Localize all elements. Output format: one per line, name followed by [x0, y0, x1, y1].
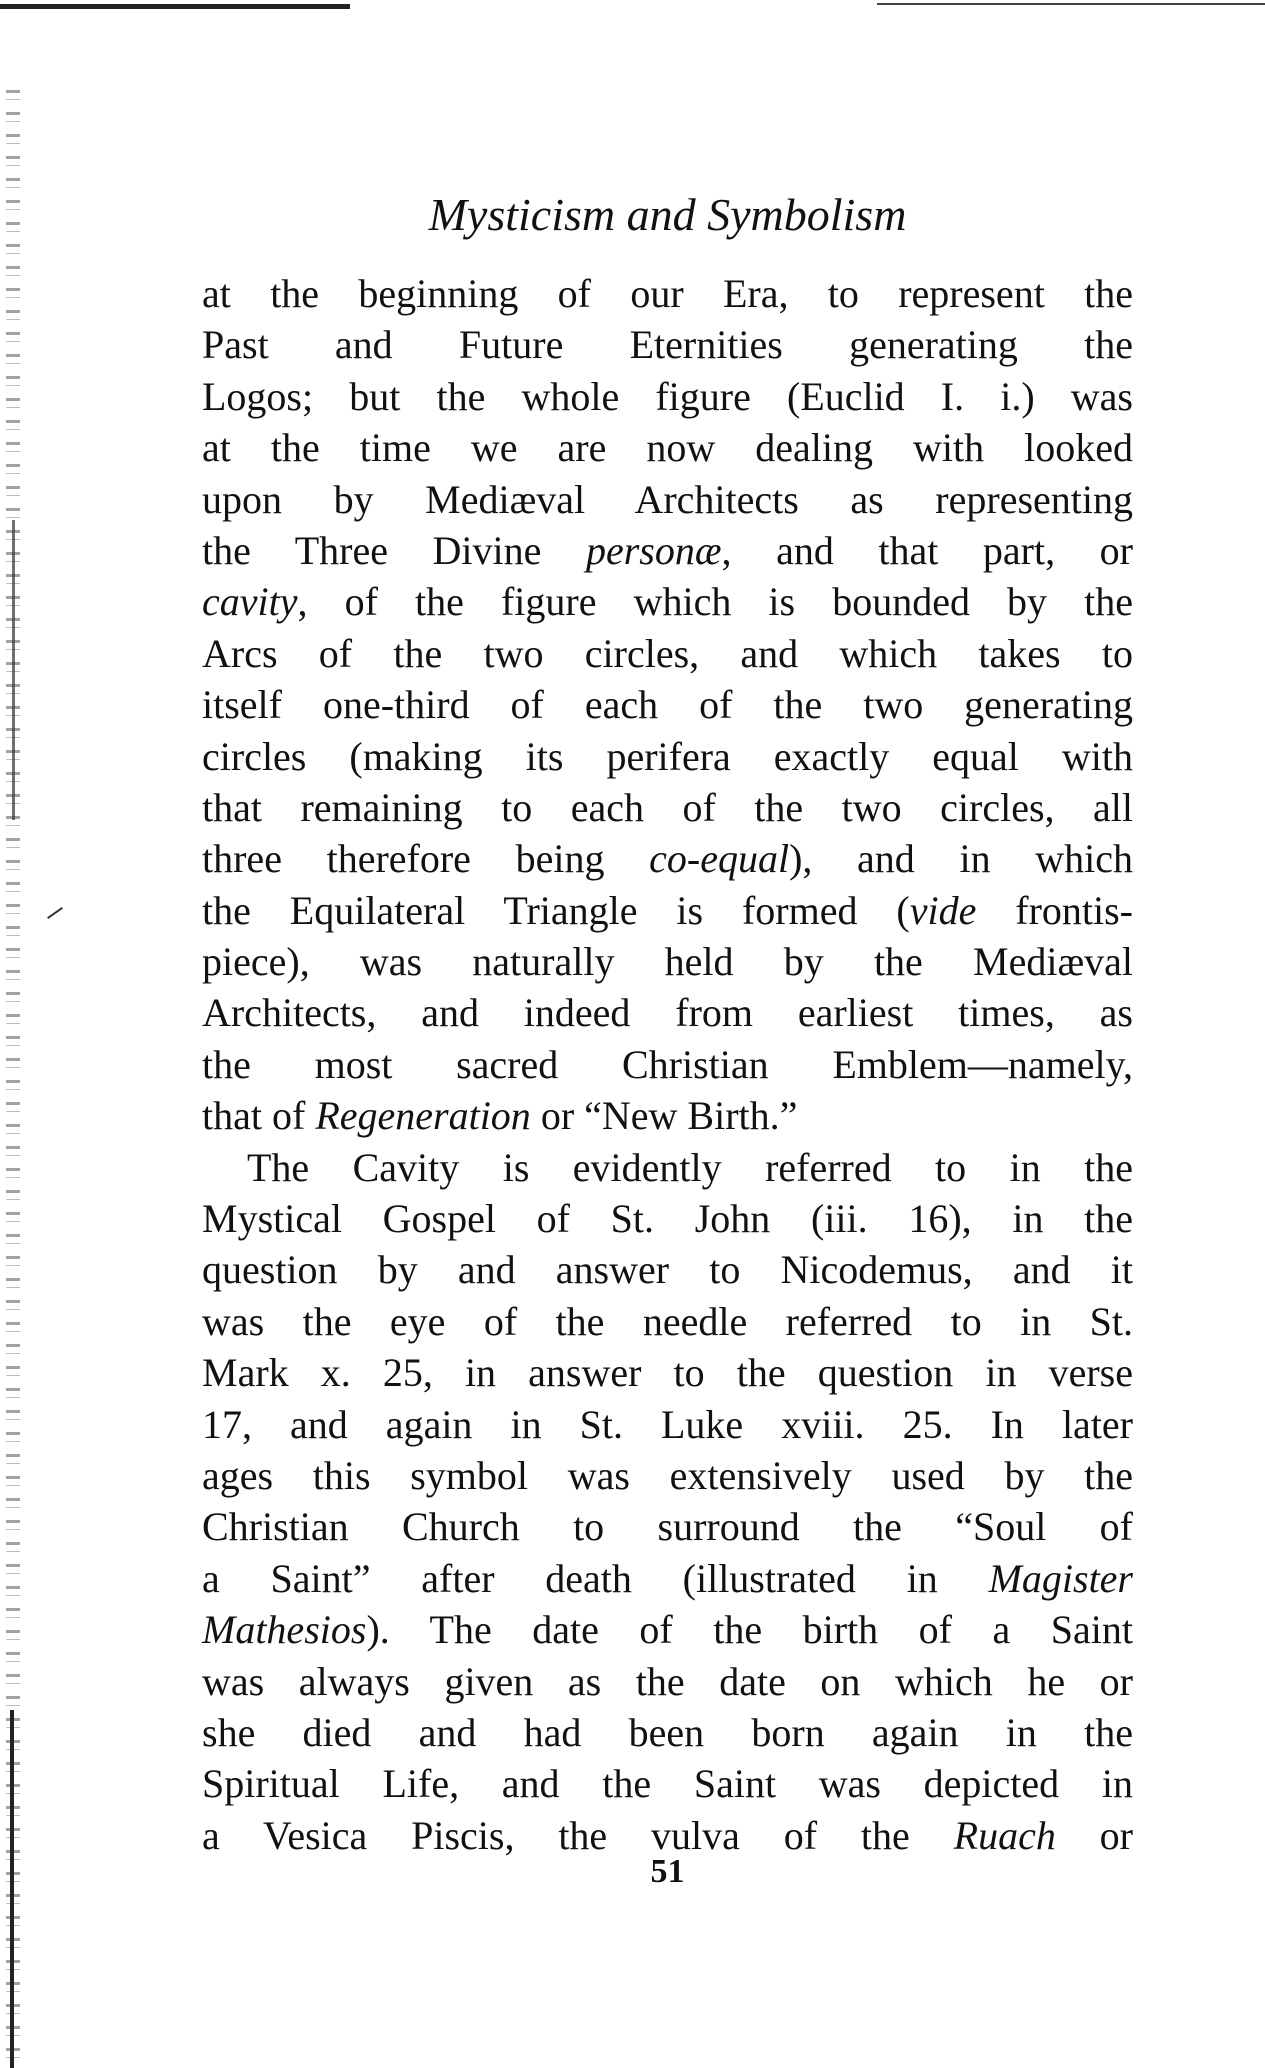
text-segment: three therefore being — [202, 836, 650, 882]
text-segment: circles (making its perifera exactly equal with — [202, 733, 1133, 779]
text-segment: she died and had been born again in the — [202, 1709, 1133, 1755]
italic-text: Regeneration — [315, 1093, 531, 1139]
text-line — [202, 1142, 1133, 1193]
text-segment: , and that part, or — [721, 527, 1133, 573]
text-segment: Spiritual Life, and the Saint was depicted in — [202, 1761, 1133, 1807]
text-segment: Past and Future Eternities generating the — [202, 322, 1133, 368]
text-segment: or — [1055, 1812, 1133, 1858]
top-right-rule — [877, 3, 1265, 5]
text-segment: 17, and again in St. Luke xviii. 25. In later — [202, 1401, 1133, 1447]
text-segment: upon by Mediæval Architects as representing — [202, 476, 1133, 522]
text-segment: , of the figure which is bounded by the — [297, 579, 1133, 625]
text-segment: frontis- — [976, 887, 1133, 933]
text-line — [202, 422, 1133, 473]
text-segment: the Three Divine — [202, 527, 586, 573]
italic-text: Ruach — [953, 1812, 1056, 1858]
text-line — [202, 576, 1133, 627]
text-line — [202, 1039, 1133, 1090]
text-segment: was always given as the date on which he or — [202, 1658, 1133, 1704]
text-segment: Arcs of the two circles, and which takes to — [202, 630, 1133, 676]
text-line — [202, 1707, 1133, 1758]
text-segment: or “New Birth.” — [530, 1093, 798, 1139]
text-segment: a Saint” after death (illustrated in — [202, 1555, 989, 1601]
text-line — [202, 1604, 1133, 1655]
top-left-rule — [0, 4, 350, 9]
text-line — [202, 628, 1133, 679]
italic-text: vide — [909, 887, 977, 933]
text-segment: the most sacred Christian Emblem—namely, — [202, 1041, 1133, 1087]
italic-text: cavity — [202, 579, 298, 625]
text-segment: Logos; but the whole figure (Euclid I. i.) was — [202, 373, 1133, 419]
text-line — [202, 936, 1133, 987]
binding-shadow — [12, 520, 15, 820]
text-line — [202, 1090, 1133, 1141]
text-segment: ). The date of the birth of a Saint — [366, 1607, 1133, 1653]
text-segment: question by and answer to Nicodemus, and it — [202, 1247, 1133, 1293]
text-line — [202, 1193, 1133, 1244]
text-segment: ages this symbol was extensively used by the — [202, 1452, 1133, 1498]
text-segment: at the time we are now dealing with looked — [202, 425, 1133, 471]
margin-mark — [47, 907, 63, 919]
text-line — [202, 1399, 1133, 1450]
text-line — [202, 1296, 1133, 1347]
italic-text: personæ — [585, 527, 722, 573]
text-segment: Mystical Gospel of St. John (iii. 16), in the — [202, 1196, 1133, 1242]
page-number: 51 — [650, 1853, 685, 1890]
text-segment: Christian Church to surround the “Soul of — [202, 1504, 1133, 1550]
text-line — [202, 1244, 1133, 1295]
text-segment: The Cavity is evidently referred to in the — [247, 1144, 1133, 1190]
text-line — [202, 525, 1133, 576]
text-line — [202, 319, 1133, 370]
text-segment: the Equilateral Triangle is formed ( — [202, 887, 910, 933]
text-line — [202, 782, 1133, 833]
text-line — [202, 679, 1133, 730]
text-segment: at the beginning of our Era, to represent the — [202, 271, 1133, 316]
text-line — [202, 268, 1133, 319]
text-segment: piece), was naturally held by the Mediæval — [202, 939, 1133, 985]
body-text — [202, 268, 1133, 1861]
text-line — [202, 1450, 1133, 1501]
text-line — [202, 1347, 1133, 1398]
text-line — [202, 1656, 1133, 1707]
text-line — [202, 885, 1133, 936]
text-line — [202, 474, 1133, 525]
running-head: Mysticism and Symbolism — [428, 189, 907, 240]
text-segment: was the eye of the needle referred to in St. — [202, 1298, 1133, 1344]
text-line — [202, 731, 1133, 782]
text-segment: ), and in which — [789, 836, 1133, 882]
text-segment: that of — [202, 1093, 316, 1139]
text-line — [202, 1758, 1133, 1809]
italic-text: co-equal — [649, 836, 790, 882]
italic-text: Mathesios — [202, 1607, 367, 1653]
text-line — [202, 1553, 1133, 1604]
text-segment: a Vesica Piscis, the vulva of the — [202, 1812, 954, 1858]
italic-text: Magister — [988, 1555, 1133, 1601]
text-segment: Mark x. 25, in answer to the question in verse — [202, 1350, 1133, 1396]
text-line — [202, 833, 1133, 884]
text-segment: that remaining to each of the two circles, all — [202, 784, 1133, 830]
text-segment: Architects, and indeed from earliest times, as — [202, 990, 1133, 1036]
text-line — [202, 987, 1133, 1038]
text-segment: itself one-third of each of the two generating — [202, 682, 1133, 728]
text-line — [202, 371, 1133, 422]
text-line — [202, 1501, 1133, 1552]
